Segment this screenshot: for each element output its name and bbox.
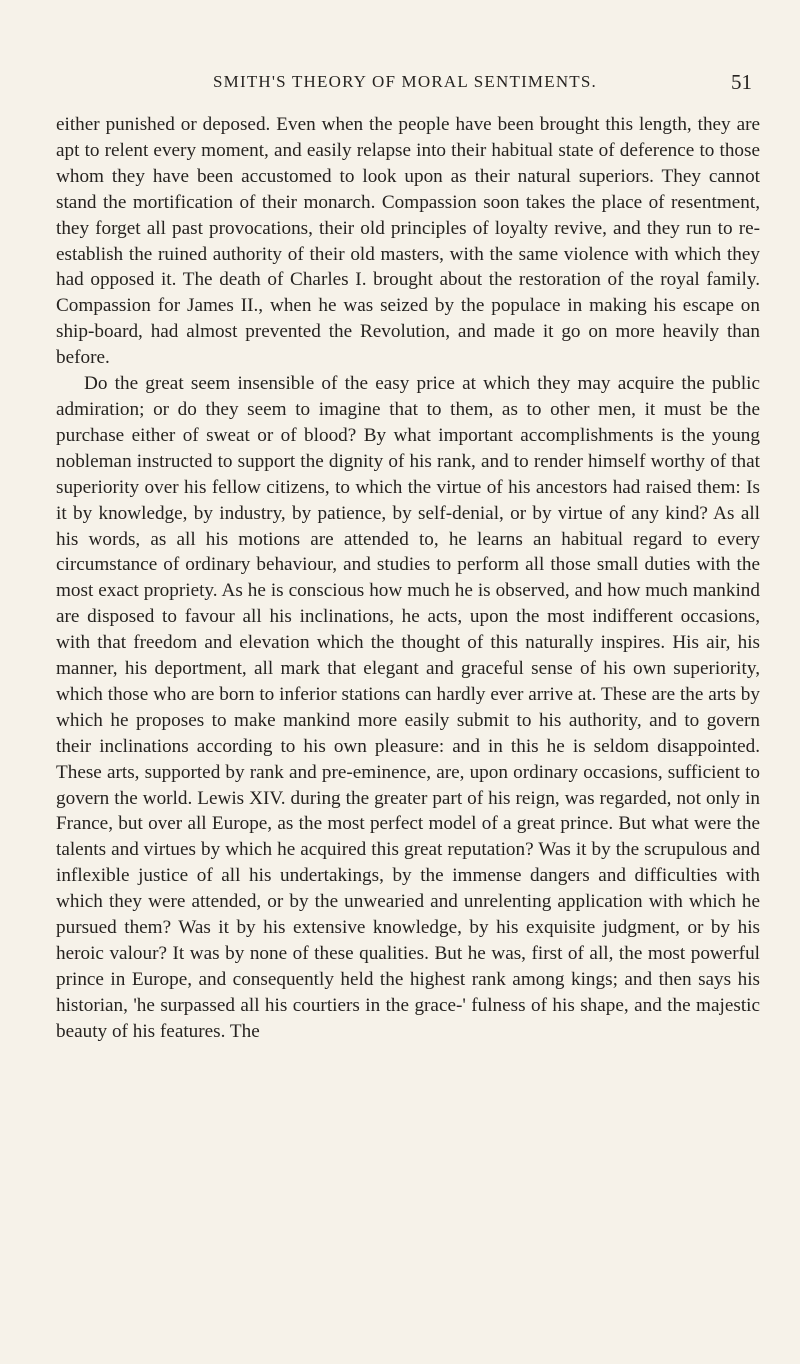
running-head	[52, 0, 758, 94]
paragraph: Do the great seem insensible of the easy price at which they may acquire the public admiration; or do they seem to imagine that to them, as to other men, it must be the purchase either of sweat or of blood? By what important accomplishments is the young nobleman instructed to support the dignity of his rank, and to render himself worthy of that superiority over his fellow citizens, to which the virtue of his ancestors had raised them: Is it by knowledge, by industry, by patience, by self-denial, or by virtue of any kind? As all his words, as all his motions are attended to, he learns an habitual regard to every circumstance of ordinary behaviour, and studies to perform all those small duties with the most exact propriety. As he is conscious how much he is observed, and how much mankind are disposed to favour all his inclinations, he acts, upon the most indifferent occasions, with that freedom and elevation which the thought of this naturally inspires. His air, his manner, his deportment, all mark that elegant and graceful sense of his own superiority, which those who are born to inferior stations can hardly ever arrive at. These are the arts by which he proposes to make mankind more easily submit to his authority, and to govern their inclinations according to his own pleasure: and in this he is seldom disappointed. These arts, supported by rank and pre-eminence, are, upon ordinary occasions, sufficient to govern the world. Lewis XIV. during the greater part of his reign, was regarded, not only in France, but over all Europe, as the most perfect model of a great prince. But what were the talents and virtues by which he acquired this great reputation? Was it by the scrupulous and inflexible justice of all his undertakings, by the immense dangers and difficulties with which they were attended, or by the unwearied and unrelenting application with which he pursued them? Was it by his extensive knowledge, by his exquisite judgment, or by his heroic valour? It was by none of these qualities. But he was, first of all, the most powerful prince in Europe, and consequently held the highest rank among kings; and then says his historian, 'he surpassed all his courtiers in the grace-' fulness of his shape, and the majestic beauty of his features. The	[56, 373, 760, 1042]
body-text	[56, 112, 760, 1045]
running-title: SMITH'S THEORY OF MORAL SENTIMENTS.	[213, 72, 597, 91]
page-number: 51	[731, 70, 752, 94]
paragraph: either punished or deposed. Even when the people have been brought this length, they are apt to relent every moment, and easily relapse into their habitual state of deference to those whom they have been accustomed to look upon as their natural superiors. They cannot stand the mortification of their monarch. Compassion soon takes the place of resentment, they forget all past provocations, their old principles of loyalty revive, and they run to re-establish the ruined authority of their old masters, with the same violence with which they had opposed it. The death of Charles I. brought about the restoration of the royal family. Compassion for James II., when he was seized by the populace in making his escape on ship-board, had almost prevented the Revolution, and made it go on more heavily than before.	[56, 114, 760, 369]
